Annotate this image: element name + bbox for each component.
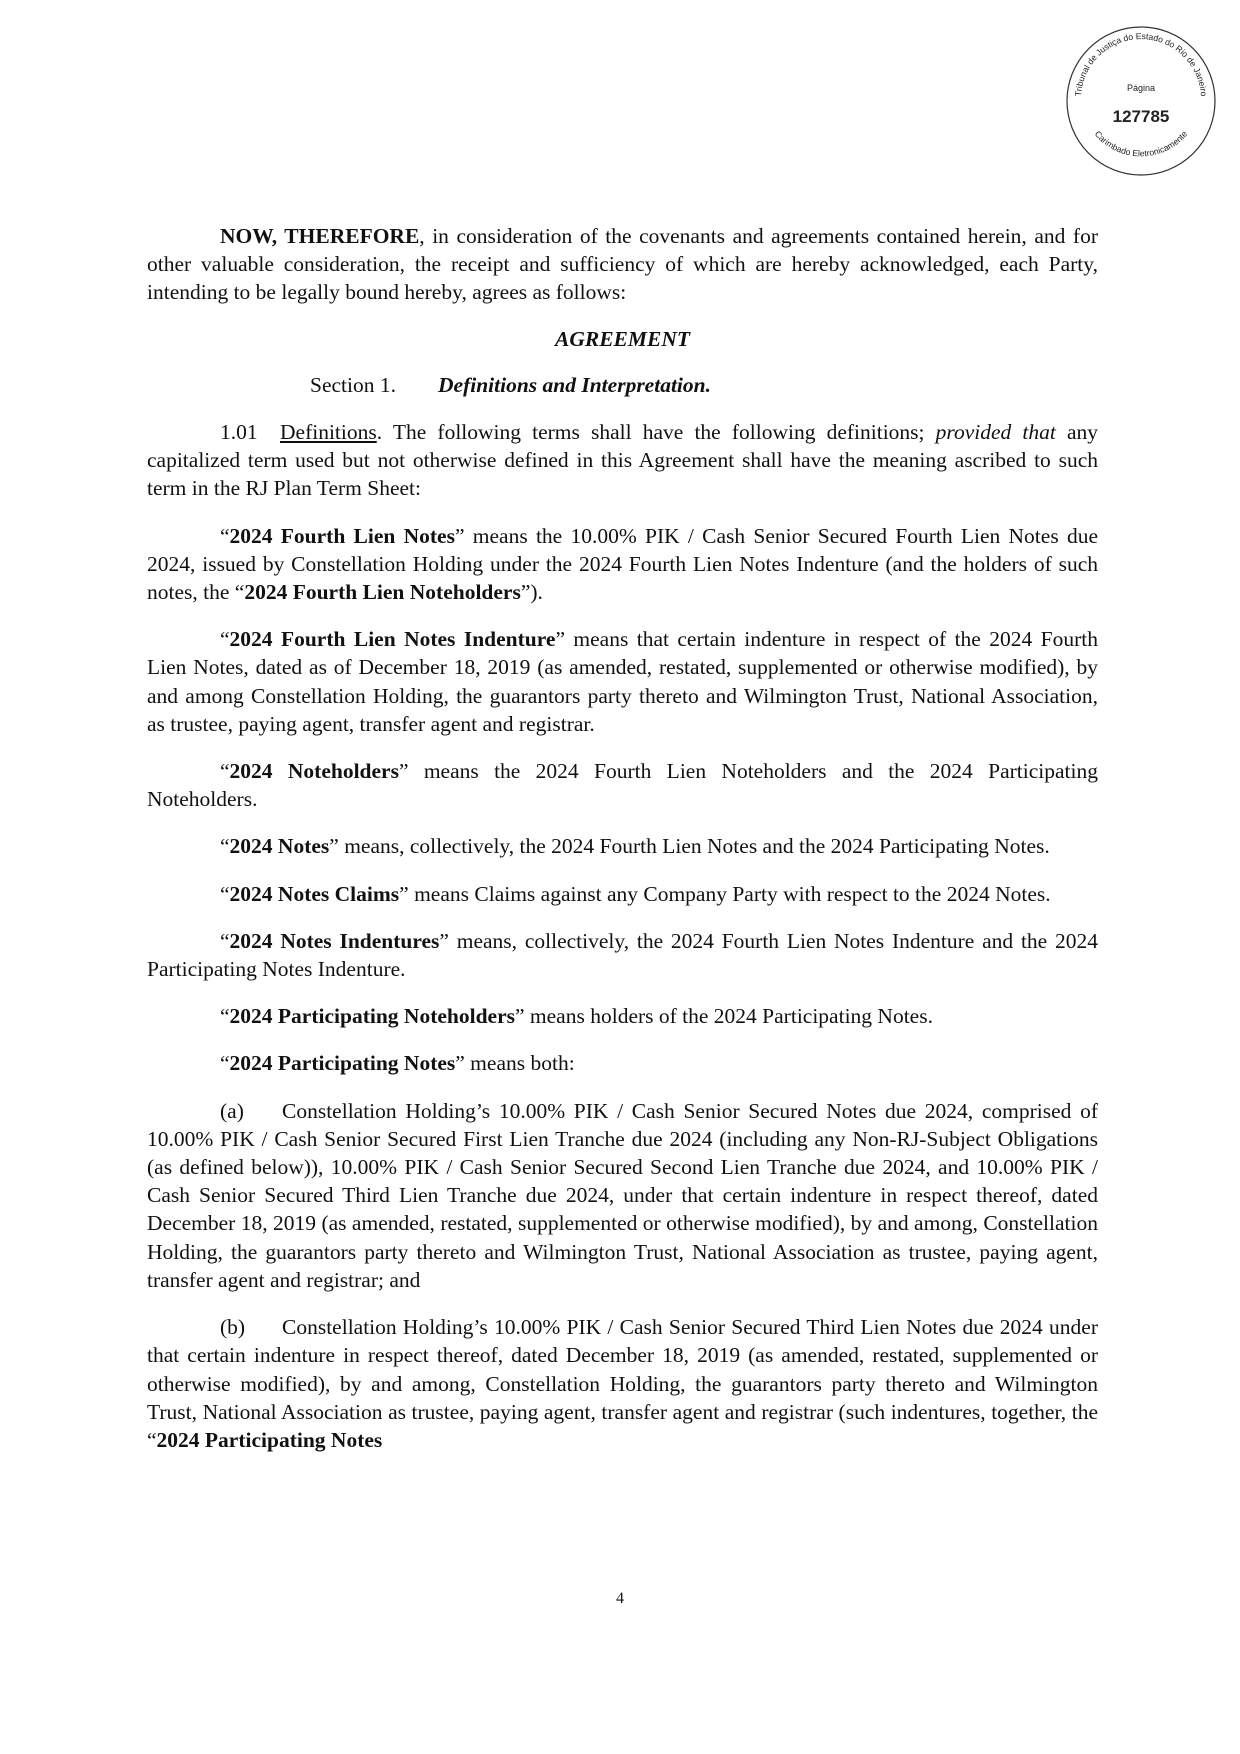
stamp-number: 127785 bbox=[1112, 107, 1170, 126]
definition-item: “2024 Notes Indentures” means, collectively, the 2024 Fourth Lien Notes Indenture and the 2024 Participating Notes Indenture. bbox=[147, 928, 1098, 982]
definition-text: ” means the 10.00% PIK / Cash Senior Secured Fourth Lien Notes due 2024, issued by Constellation Holding under the 2024 Fourth Lien Notes Indenture (and the holders of such notes, the “ bbox=[147, 523, 1098, 605]
definition-item: “2024 Notes” means, collectively, the 2024 Fourth Lien Notes and the 2024 Participating Notes. bbox=[220, 834, 1050, 859]
definition-term: 2024 Notes Claims bbox=[229, 881, 400, 906]
definitions-paragraph bbox=[147, 418, 1098, 503]
stamp-bottom-arc: Carimbado Eletronicamente bbox=[1092, 128, 1190, 159]
definition-term: 2024 Notes Indentures bbox=[229, 928, 440, 953]
definition-term: 2024 Participating Notes bbox=[229, 1051, 456, 1076]
subitem bbox=[147, 1313, 1098, 1454]
clause-number: 1.01 bbox=[220, 420, 258, 445]
clause-rest: any capitalized term used but not otherwise defined in this Agreement shall have the meaning ascribed to such term in the RJ Plan Term Sheet: bbox=[147, 420, 1099, 501]
subitem-term: 2024 Participating Notes bbox=[156, 1427, 383, 1452]
court-stamp bbox=[1064, 24, 1218, 178]
definition-term: 2024 Fourth Lien Notes Indenture bbox=[229, 627, 556, 652]
agreement-heading: AGREEMENT bbox=[554, 326, 690, 351]
definition-tail: ”). bbox=[520, 580, 543, 605]
definition-item: “2024 Participating Notes” means both: bbox=[220, 1051, 575, 1076]
definition-item: “2024 Fourth Lien Notes” means the 10.00% PIK / Cash Senior Secured Fourth Lien Notes due 2024, issued by Constellation Holding under the 2024 Fourth Lien Notes Indenture (and the holders of such notes, the “2024 Fourth Lien Noteholders”). bbox=[147, 523, 1098, 605]
definition-text: ” means, collectively, the 2024 Fourth Lien Notes Indenture and the 2024 Participating Notes Indenture. bbox=[147, 928, 1098, 982]
definition-text: ” means holders of the 2024 Participating Notes. bbox=[515, 1004, 933, 1029]
section-title: Definitions and Interpretation. bbox=[438, 372, 711, 397]
definition-term: 2024 Participating Noteholders bbox=[229, 1004, 515, 1029]
intro-text: , in consideration of the covenants and agreements contained herein, and for other valuable consideration, the receipt and sufficiency of which are hereby acknowledged, each Party, intending to be legally bound hereby, agrees as follows: bbox=[147, 224, 1098, 305]
definition-term: 2024 Fourth Lien Notes bbox=[229, 523, 455, 548]
definition-text: ” means that certain indenture in respect of the 2024 Fourth Lien Notes, dated as of December 18, 2019 (as amended, restated, supplemented or otherwise modified), by and among Constellation Holding, the guarantors party thereto and Wilmington Trust, National Association, as trustee, paying agent, transfer agent and registrar. bbox=[147, 627, 1098, 736]
document-body bbox=[147, 222, 1098, 1454]
section-heading bbox=[147, 371, 1098, 399]
page-number: 4 bbox=[616, 1590, 624, 1607]
subitem-label: (a) bbox=[220, 1098, 244, 1123]
clause-title: Definitions bbox=[280, 420, 377, 445]
section-label: Section 1. bbox=[310, 372, 396, 397]
definition-text: ” means Claims against any Company Party with respect to the 2024 Notes. bbox=[399, 881, 1051, 906]
intro-paragraph bbox=[147, 222, 1098, 307]
definition-item: “2024 Participating Noteholders” means holders of the 2024 Participating Notes. bbox=[220, 1004, 933, 1029]
definition-term: 2024 Notes bbox=[229, 834, 330, 859]
subitem bbox=[147, 1097, 1098, 1294]
definition-item: “2024 Noteholders” means the 2024 Fourth Lien Noteholders and the 2024 Participating Noteholders. bbox=[147, 759, 1098, 812]
stamp-seal-icon bbox=[1064, 24, 1218, 178]
definition-item: “2024 Notes Claims” means Claims against any Company Party with respect to the 2024 Notes. bbox=[220, 881, 1051, 906]
subitem-label: (b) bbox=[220, 1315, 246, 1340]
svg-text:Carimbado Eletronicamente bbox=[1093, 129, 1190, 159]
definition-term-secondary: 2024 Fourth Lien Noteholders bbox=[244, 580, 521, 605]
definition-text: ” means the 2024 Fourth Lien Noteholders and the 2024 Participating Noteholders. bbox=[147, 759, 1098, 812]
subitem-text: Constellation Holding’s 10.00% PIK / Cash Senior Secured Third Lien Notes due 2024 under that certain indenture in respect thereof, dated December 18, 2019 (as amended, restated, supplemented or otherwise modified), by and among, Constellation Holding, the guarantors party thereto and Wilmington Trust, National Association as trustee, paying agent, transfer agent and registrar (such indentures, together, the “ bbox=[147, 1315, 1098, 1452]
intro-lead: NOW, THEREFORE bbox=[220, 224, 420, 248]
definition-item: “2024 Fourth Lien Notes Indenture” means that certain indenture in respect of the 2024 Fourth Lien Notes, dated as of December 18, 2019 (as amended, restated, supplemented or otherwise modified), by and among Constellation Holding, the guarantors party thereto and Wilmington Trust, National Association, as trustee, paying agent, transfer agent and registrar. bbox=[147, 627, 1098, 736]
subitem-text: Constellation Holding’s 10.00% PIK / Cash Senior Secured Notes due 2024, comprised of 10.00% PIK / Cash Senior Secured First Lien Tranche due 2024 (including any Non-RJ-Subject Obligations (as defined below)), 10.00% PIK / Cash Senior Secured Second Lien Tranche due 2024, and 10.00% PIK / Cash Senior Secured Third Lien Tranche due 2024, under that certain indenture in respect thereof, dated December 18, 2019 (as amended, restated, supplemented or otherwise modified), by and among, Constellation Holding, the guarantors party thereto and Wilmington Trust, National Association as trustee, paying agent, transfer agent and registrar; and bbox=[147, 1098, 1098, 1292]
definition-text: ” means both: bbox=[455, 1051, 575, 1076]
stamp-top-arc: Tribunal de Justiça do Estado do Rio de Janeiro bbox=[1073, 31, 1209, 97]
definition-text: ” means, collectively, the 2024 Fourth Lien Notes and the 2024 Participating Notes. bbox=[329, 834, 1050, 859]
definition-term: 2024 Noteholders bbox=[229, 759, 399, 784]
clause-intro: . The following terms shall have the following definitions; bbox=[376, 420, 925, 445]
provided-that: provided that bbox=[935, 420, 1056, 445]
stamp-label: Página bbox=[1126, 83, 1156, 93]
